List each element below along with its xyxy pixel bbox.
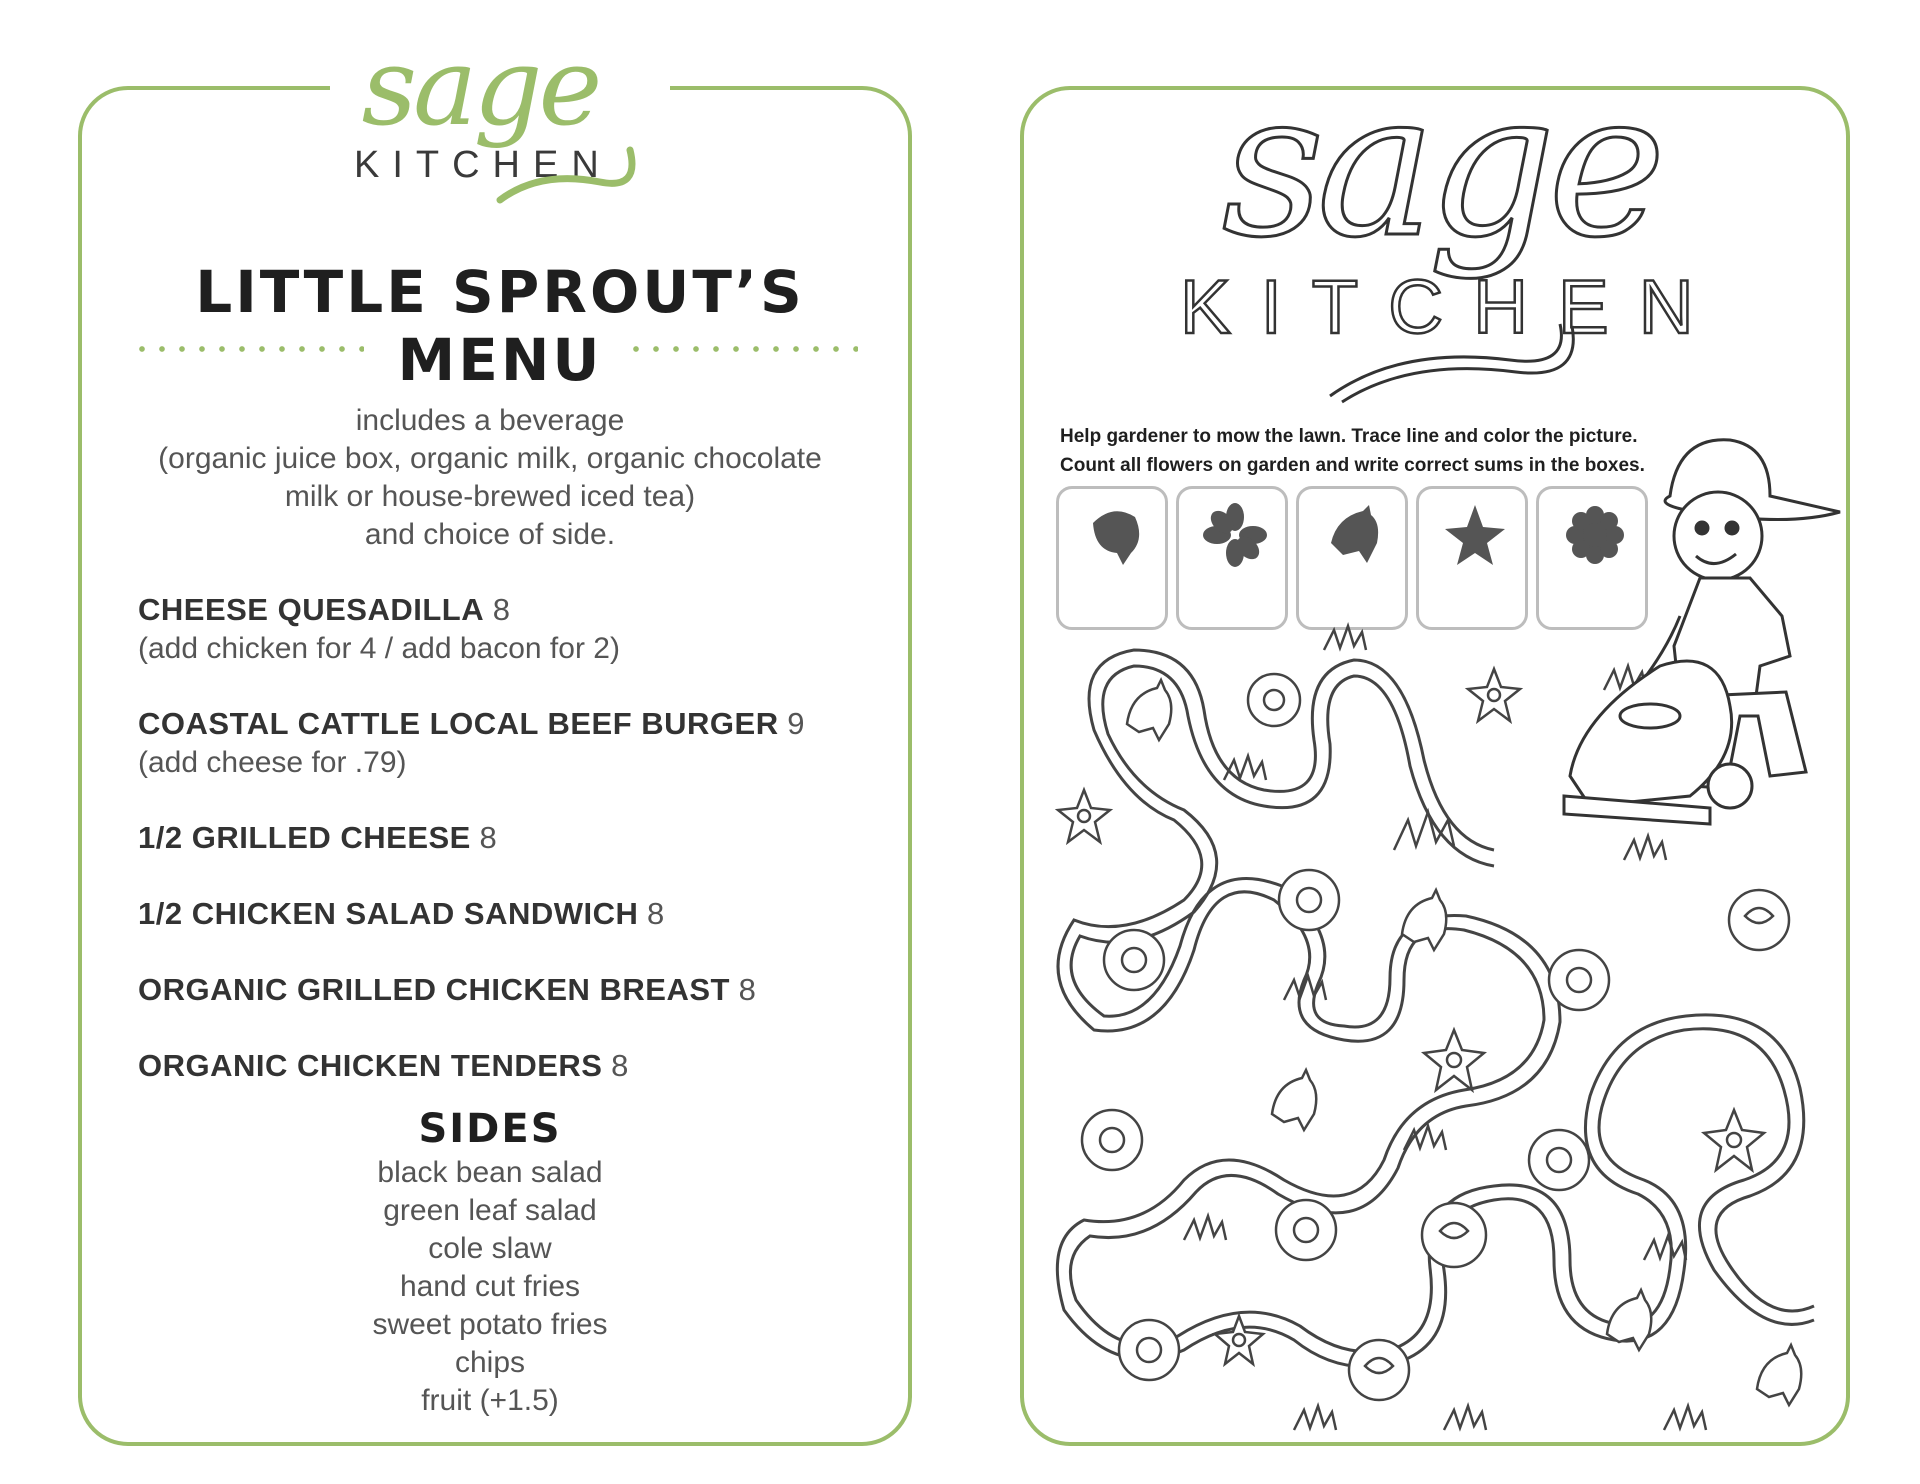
menu-item-price: 8	[611, 1048, 629, 1083]
menu-item-note: (add chicken for 4 / add bacon for 2)	[138, 632, 620, 665]
daisy-flower-icon	[1248, 674, 1300, 726]
side-item: black bean salad	[377, 1156, 603, 1189]
daisy-flower-icon	[1529, 1130, 1589, 1190]
side-item: chips	[454, 1346, 526, 1379]
face	[1674, 492, 1762, 580]
sage-kitchen-logo	[330, 25, 670, 208]
side-item: green leaf salad	[383, 1194, 597, 1227]
grass-tuft-icon	[1624, 836, 1666, 860]
menu-item-name: CHEESE QUESADILLA	[138, 592, 485, 627]
sides-heading: SIDES	[418, 1106, 562, 1152]
bellflower-silhouette-icon	[1323, 503, 1387, 567]
menu-title-line1: LITTLE SPROUT’S	[195, 258, 805, 326]
intro-line: includes a beverage	[355, 404, 625, 437]
count-box-bellflower[interactable]	[1296, 486, 1408, 630]
daisy-flower-icon	[1276, 1200, 1336, 1260]
menu-item-price: 8	[738, 972, 756, 1007]
sage-kitchen-outline-logo	[1160, 49, 1724, 396]
grass-tuft-icon	[1184, 1216, 1226, 1240]
grass-tuft-icon	[1444, 1406, 1486, 1430]
logo-subtitle: KITCHEN	[354, 144, 612, 186]
bellflower-icon	[1272, 1070, 1316, 1130]
grass-tuft-icon	[1404, 1126, 1446, 1150]
instruction-line: Count all flowers on garden and write correct sums in the boxes.	[1060, 455, 1645, 476]
sides-list	[340, 1154, 640, 1420]
grass-tuft-icon	[1294, 1406, 1336, 1430]
menu-item-price: 9	[787, 706, 805, 741]
menu-item-name: 1/2 GRILLED CHEESE	[138, 820, 471, 855]
menu-item-price: 8	[647, 896, 665, 931]
gardener-with-lawnmower-illustration	[1550, 416, 1850, 836]
logo-swash-icon	[480, 140, 680, 210]
daisy-flower-icon	[1279, 870, 1339, 930]
daisy-flower-icon	[1549, 950, 1609, 1010]
rose-icon	[1422, 1203, 1486, 1267]
star-flower-icon	[1468, 669, 1520, 721]
outline-logo-word: sage	[1221, 49, 1659, 282]
grass-tuft-icon	[1394, 812, 1454, 850]
menu-item-name: ORGANIC CHICKEN TENDERS	[138, 1048, 603, 1083]
bellflower-icon	[1757, 1345, 1801, 1405]
menu-item	[138, 592, 898, 666]
menu-item	[138, 972, 898, 1008]
star-flower-silhouette-icon	[1443, 503, 1507, 567]
menu-item-name: COASTAL CATTLE LOCAL BEEF BURGER	[138, 706, 779, 741]
star-flower-icon	[1704, 1110, 1764, 1170]
logo-word: sage	[361, 25, 599, 150]
side-item: fruit (+1.5)	[421, 1384, 559, 1417]
menu-item-price: 8	[492, 592, 510, 627]
grass-tuft-icon	[1644, 1236, 1686, 1260]
menu-title	[0, 258, 1000, 394]
menu-item	[138, 896, 898, 932]
grass-tuft-icon	[1324, 626, 1366, 650]
intro-line: milk or house-brewed iced tea)	[284, 480, 696, 513]
count-box-rose[interactable]	[1056, 486, 1168, 630]
daisy-flower-icon	[1104, 930, 1164, 990]
bellflower-icon	[1402, 890, 1446, 950]
star-flower-icon	[1058, 790, 1110, 842]
menu-title-line2: MENU	[397, 326, 603, 394]
daisy-flower-icon	[1082, 1110, 1142, 1170]
menu-item-name: 1/2 CHICKEN SALAD SANDWICH	[138, 896, 639, 931]
side-item: cole slaw	[428, 1232, 552, 1265]
side-item: hand cut fries	[399, 1270, 581, 1303]
instruction-line: Help gardener to mow the lawn. Trace line and color the picture.	[1060, 426, 1638, 447]
rose-silhouette-icon	[1083, 503, 1147, 567]
daisy-silhouette-icon	[1203, 503, 1267, 567]
side-item: sweet potato fries	[372, 1308, 608, 1341]
star-flower-icon	[1424, 1030, 1484, 1090]
rose-icon	[1729, 890, 1789, 950]
grass-tuft-icon	[1224, 756, 1266, 780]
menu-item-price: 8	[479, 820, 497, 855]
menu-item-name: ORGANIC GRILLED CHICKEN BREAST	[138, 972, 730, 1007]
mower-wheel	[1708, 764, 1752, 808]
count-box-star-flower[interactable]	[1416, 486, 1528, 630]
outline-swash-icon	[1320, 316, 1640, 406]
menu-intro	[130, 402, 850, 554]
bellflower-icon	[1127, 680, 1171, 740]
count-box-daisy[interactable]	[1176, 486, 1288, 630]
menu-item	[138, 706, 898, 780]
dotted-divider-left	[132, 346, 364, 352]
menu-item-note: (add cheese for .79)	[138, 746, 407, 779]
menu-item	[138, 820, 898, 856]
intro-line: (organic juice box, organic milk, organic chocolate	[158, 442, 822, 475]
rose-icon	[1349, 1340, 1409, 1400]
grass-tuft-icon	[1664, 1406, 1706, 1430]
dotted-divider-right	[626, 346, 858, 352]
intro-line: and choice of side.	[364, 518, 616, 551]
menu-item	[138, 1048, 898, 1084]
outline-logo-subtitle: KITCHEN	[1180, 265, 1724, 350]
daisy-flower-icon	[1119, 1320, 1179, 1380]
star-flower-icon	[1215, 1316, 1263, 1364]
